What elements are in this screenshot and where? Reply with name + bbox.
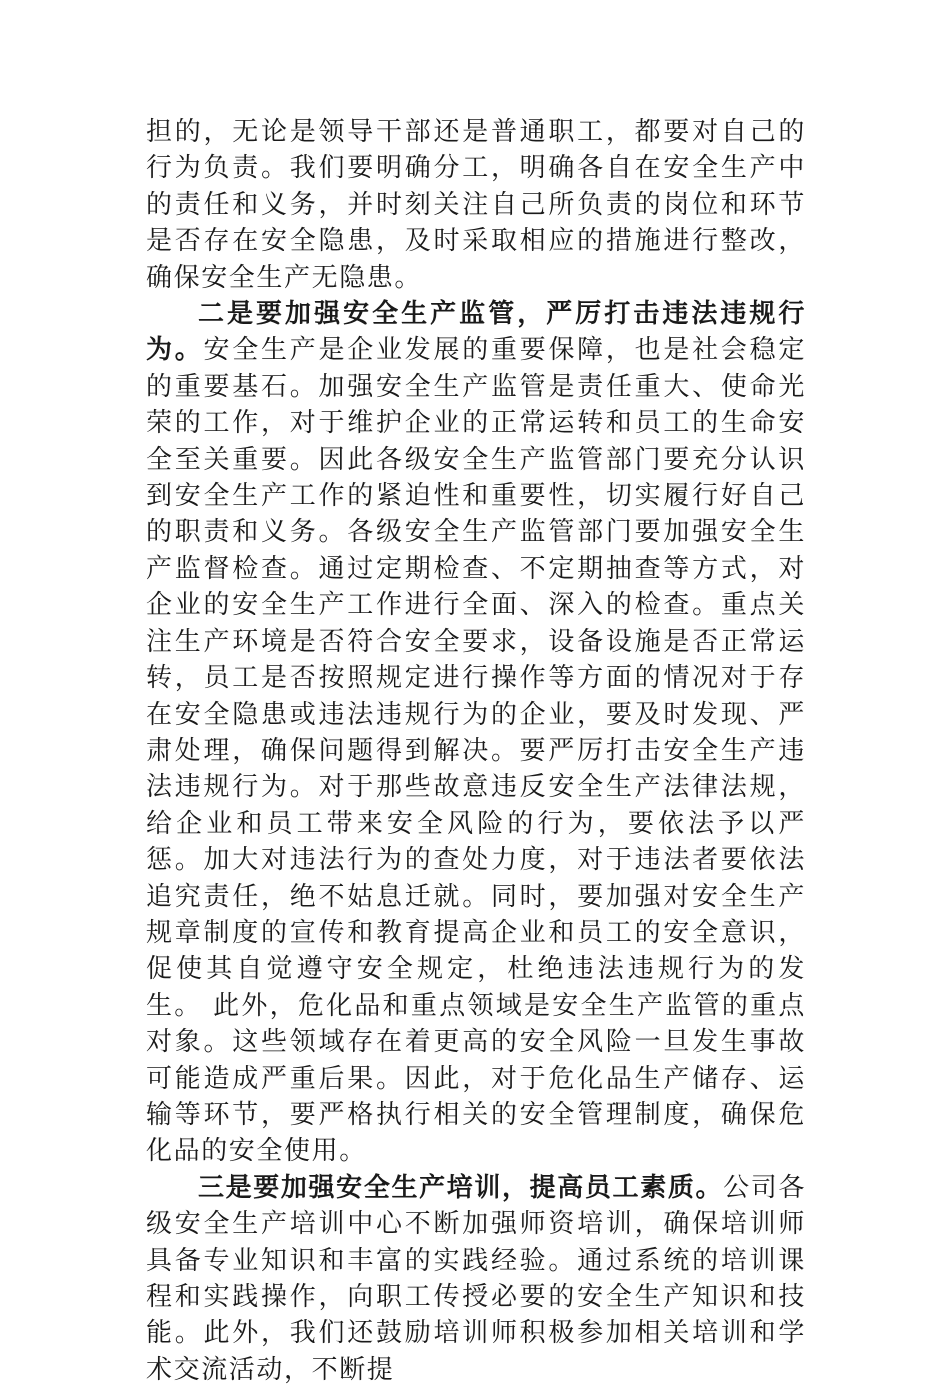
document-page <box>146 114 806 1388</box>
paragraph-supervision-body: 安全生产是企业发展的重要保障，也是社会稳定的重要基石。加强安全生产监管是责任重大、使命光荣的工作，对于维护企业的正常运转和员工的生命安全至关重要。因此各级安全生产监管部门要充分认识到安全生产工作的紧迫性和重要性，切实履行好自己的职责和义务。各级安全生产监管部门要加强安全生产监督检查。通过定期检查、不定期抽查等方式，对企业的安全生产工作进行全面、深入的检查。重点关注生产环境是否符合安全要求，设备设施是否正常运转，员工是否按照规定进行操作等方面的情况对于存在安全隐患或违法违规行为的企业，要及时发现、严肃处理，确保问题得到解决。要严厉打击安全生产违法违规行为。对于那些故意违反安全生产法律法规，给企业和员工带来安全风险的行为，要依法予以严惩。加大对违法行为的查处力度，对于违法者要依法追究责任，绝不姑息迁就。同时，要加强对安全生产规章制度的宣传和教育提高企业和员工的安全意识，促使其自觉遵守安全规定，杜绝违法违规行为的发生。 此外，危化品和重点领域是安全生产监管的重点对象。这些领域存在着更高的安全风险一旦发生事故可能造成严重后果。因此，对于危化品生产储存、运输等环节，要严格执行相关的安全管理制度，确保危化品的安全使用。 <box>146 335 806 1167</box>
section-heading-supervision: 二是要加强安全生产监管，严厉打击违法违规行为。 <box>146 299 806 366</box>
paragraph-supervision <box>146 296 806 1170</box>
section-heading-training: 三是要加强安全生产培训，提高员工素质。 <box>198 1172 724 1203</box>
paragraph-training <box>146 1170 806 1388</box>
paragraph-training-body: 公司各级安全生产培训中心不断加强师资培训，确保培训师具备专业知识和丰富的实践经验。通过系统的培训课程和实践操作，向职工传授必要的安全生产知识和技能。此外，我们还鼓励培训师积极参加相关培训和学术交流活动，不断提 <box>146 1172 806 1385</box>
paragraph-continuation: 担的，无论是领导干部还是普通职工，都要对自己的行为负责。我们要明确分工，明确各自在安全生产中的责任和义务，并时刻关注自己所负责的岗位和环节是否存在安全隐患，及时采取相应的措施进行整改，确保安全生产无隐患。 <box>146 117 806 293</box>
